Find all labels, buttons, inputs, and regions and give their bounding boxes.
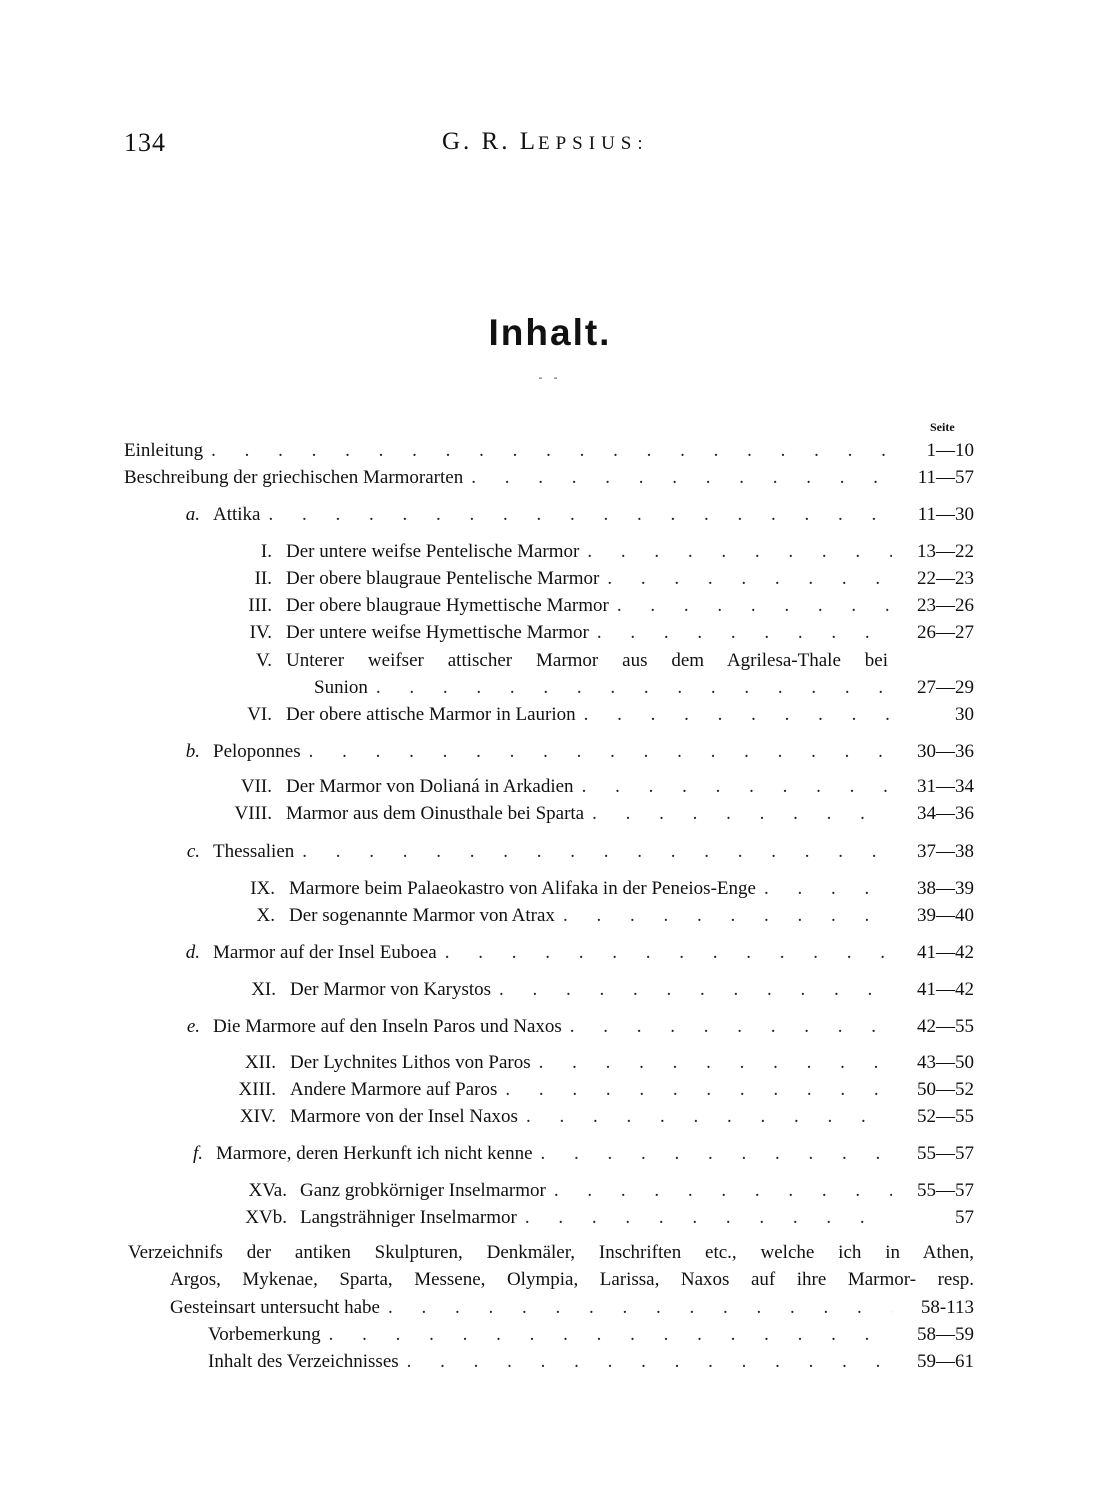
entry-label: Andere Marmore auf Paros (290, 1079, 498, 1100)
entry-label: Die Marmore auf den Inseln Paros und Naxos (213, 1016, 562, 1037)
toc-entry (143, 1141, 974, 1167)
toc-entry (124, 465, 974, 491)
entry-pages: 52—55 (917, 1106, 974, 1127)
toc-entry (212, 774, 974, 800)
toc-entry-line: Argos, Mykenae, Sparta, Messene, Olympia, Larissa, Naxos auf ihre Marmor- resp. (170, 1269, 974, 1290)
entry-label: Attika (213, 504, 261, 525)
entry-pages: 11—57 (917, 467, 974, 488)
entry-mark: c. (186, 841, 200, 862)
entry-mark: IX. (250, 878, 275, 899)
dot-leader (756, 876, 892, 902)
toc-entry (212, 539, 974, 565)
author-rest: EPSIUS: (538, 133, 649, 154)
toc-entry (170, 1295, 974, 1321)
dot-leader (380, 1295, 892, 1321)
entry-pages: 55—57 (917, 1143, 974, 1164)
toc-entry (215, 903, 974, 929)
toc-entry (212, 566, 974, 592)
entry-pages: 26—27 (917, 622, 974, 643)
entry-label: Der untere weifse Hymettische Marmor (286, 622, 589, 643)
toc-entry (216, 977, 974, 1003)
entry-label: Marmor aus dem Oinusthale bei Sparta (286, 803, 585, 824)
entry-label: Der obere attische Marmor in Laurion (286, 704, 576, 725)
toc-entry (140, 940, 974, 966)
entry-pages: 57 (955, 1207, 974, 1228)
entry-mark: VII. (240, 776, 272, 797)
entry-pages: 31—34 (917, 776, 974, 797)
entry-mark: XVb. (245, 1207, 287, 1228)
entry-mark: IV. (249, 622, 272, 643)
entry-label: Marmore von der Insel Naxos (290, 1106, 518, 1127)
dot-leader (517, 1205, 892, 1231)
toc-entry (212, 801, 974, 827)
entry-pages: 11—30 (917, 504, 974, 525)
entry-pages: 34—36 (917, 803, 974, 824)
entry-label: Inhalt des Verzeichnisses (208, 1351, 399, 1372)
dot-leader (584, 801, 892, 827)
entry-pages: 27—29 (917, 677, 974, 698)
entry-pages: 43—50 (917, 1052, 974, 1073)
entry-mark: III. (248, 595, 272, 616)
entry-pages: 37—38 (917, 841, 974, 862)
dot-leader (491, 977, 892, 1003)
dot-leader (562, 1014, 892, 1040)
entry-pages: 59—61 (917, 1351, 974, 1372)
toc-entry (140, 1014, 974, 1040)
entry-mark: VIII. (234, 803, 272, 824)
dot-leader (531, 1050, 892, 1076)
entry-pages: 41—42 (917, 942, 974, 963)
entry-pages: 50—52 (917, 1079, 974, 1100)
dot-leader (301, 739, 892, 765)
toc-entry (216, 1104, 974, 1130)
entry-mark: I. (260, 541, 272, 562)
dot-leader (321, 1322, 892, 1348)
dot-leader (609, 593, 892, 619)
page-number: 134 (124, 128, 166, 157)
dot-leader (546, 1178, 892, 1204)
dot-leader (599, 566, 892, 592)
entry-label: Der Lychnites Lithos von Paros (290, 1052, 531, 1073)
toc-entry (215, 876, 974, 902)
dot-leader (399, 1349, 892, 1375)
entry-pages: 39—40 (917, 905, 974, 926)
title-rule: - - (538, 370, 562, 384)
entry-label: Einleitung (124, 440, 204, 461)
entry-pages: 1—10 (926, 440, 974, 461)
toc-entry (227, 1178, 974, 1204)
entry-mark: d. (185, 942, 200, 963)
entry-label: Der obere blaugraue Pentelische Marmor (286, 568, 600, 589)
entry-mark: a. (185, 504, 200, 525)
entry-mark: XVa. (248, 1180, 287, 1201)
toc-entry (212, 620, 974, 646)
entry-pages: 22—23 (917, 568, 974, 589)
entry-pages: 13—22 (917, 541, 974, 562)
entry-mark: X. (256, 905, 275, 926)
toc-entry (216, 1050, 974, 1076)
entry-mark-wrap (0, 648, 272, 674)
entry-label: Der obere blaugraue Hymettische Marmor (286, 595, 609, 616)
dot-leader (555, 903, 892, 929)
entry-pages: 58-113 (920, 1297, 974, 1318)
entry-label: Thessalien (213, 841, 295, 862)
entry-label: Marmore beim Palaeokastro von Alifaka in der Peneios-Enge (289, 878, 756, 899)
toc-entry-line: Verzeichnifs der antiken Skulpturen, Denkmäler, Inschriften etc., welche ich in Athen, (128, 1242, 974, 1263)
entry-label: Peloponnes (213, 741, 301, 762)
entry-label: Vorbemerkung (208, 1324, 321, 1345)
entry-mark: f. (192, 1143, 203, 1164)
toc-entry (140, 739, 974, 765)
entry-mark: XI. (251, 979, 276, 1000)
entry-mark: V. (255, 650, 272, 671)
entry-mark: b. (185, 741, 200, 762)
entry-mark: VI. (247, 704, 272, 725)
dot-leader (579, 539, 892, 565)
dot-leader (203, 438, 892, 464)
entry-label: Marmore, deren Herkunft ich nicht kenne (216, 1143, 533, 1164)
toc-entry (227, 1205, 974, 1231)
dot-leader (574, 774, 892, 800)
dot-leader (463, 465, 892, 491)
dot-leader (589, 620, 892, 646)
entry-label: Ganz grobkörniger Inselmarmor (300, 1180, 546, 1201)
dot-leader (368, 675, 892, 701)
entry-pages: 42—55 (917, 1016, 974, 1037)
dot-leader (518, 1104, 892, 1130)
seite-label: Seite (930, 420, 955, 434)
toc-entry (212, 702, 974, 728)
toc-entry (212, 593, 974, 619)
dot-leader (576, 702, 892, 728)
entry-label: Sunion (314, 677, 368, 698)
entry-label: Der Marmor von Dolianá in Arkadien (286, 776, 574, 797)
toc-entry (208, 1349, 974, 1375)
running-header (442, 128, 649, 156)
toc-entry-line: Unterer weifser attischer Marmor aus dem Agrilesa-Thale bei (286, 650, 888, 671)
entry-label: Der sogenannte Marmor von Atrax (289, 905, 555, 926)
author-initials: G. R. L (442, 128, 538, 155)
entry-mark: XIV. (239, 1106, 276, 1127)
entry-pages: 41—42 (917, 979, 974, 1000)
entry-pages: 30 (955, 704, 974, 725)
dot-leader (497, 1077, 892, 1103)
toc-entry (140, 839, 974, 865)
dot-leader (437, 940, 892, 966)
toc-entry (216, 1077, 974, 1103)
entry-label: Beschreibung der griechischen Marmorarten (124, 467, 464, 488)
entry-label: Der Marmor von Karystos (290, 979, 492, 1000)
entry-pages: 38—39 (917, 878, 974, 899)
page-title: Inhalt. (488, 312, 612, 353)
entry-mark: XIII. (238, 1079, 276, 1100)
dot-leader (294, 839, 892, 865)
entry-label: Der untere weifse Pentelische Marmor (286, 541, 580, 562)
entry-pages: 30—36 (917, 741, 974, 762)
entry-label: Langsträhniger Inselmarmor (300, 1207, 517, 1228)
entry-mark: II. (254, 568, 272, 589)
dot-leader (533, 1141, 892, 1167)
entry-label: Marmor auf der Insel Euboea (213, 942, 437, 963)
toc-entry (208, 1322, 974, 1348)
toc-entry (124, 438, 974, 464)
entry-label: Gesteinsart untersucht habe (170, 1297, 380, 1318)
toc-entry (314, 675, 974, 701)
entry-pages: 58—59 (917, 1324, 974, 1345)
toc-entry (140, 502, 974, 528)
entry-mark: XII. (244, 1052, 276, 1073)
entry-pages: 55—57 (917, 1180, 974, 1201)
entry-mark: e. (186, 1016, 200, 1037)
entry-pages: 23—26 (917, 595, 974, 616)
dot-leader (261, 502, 893, 528)
